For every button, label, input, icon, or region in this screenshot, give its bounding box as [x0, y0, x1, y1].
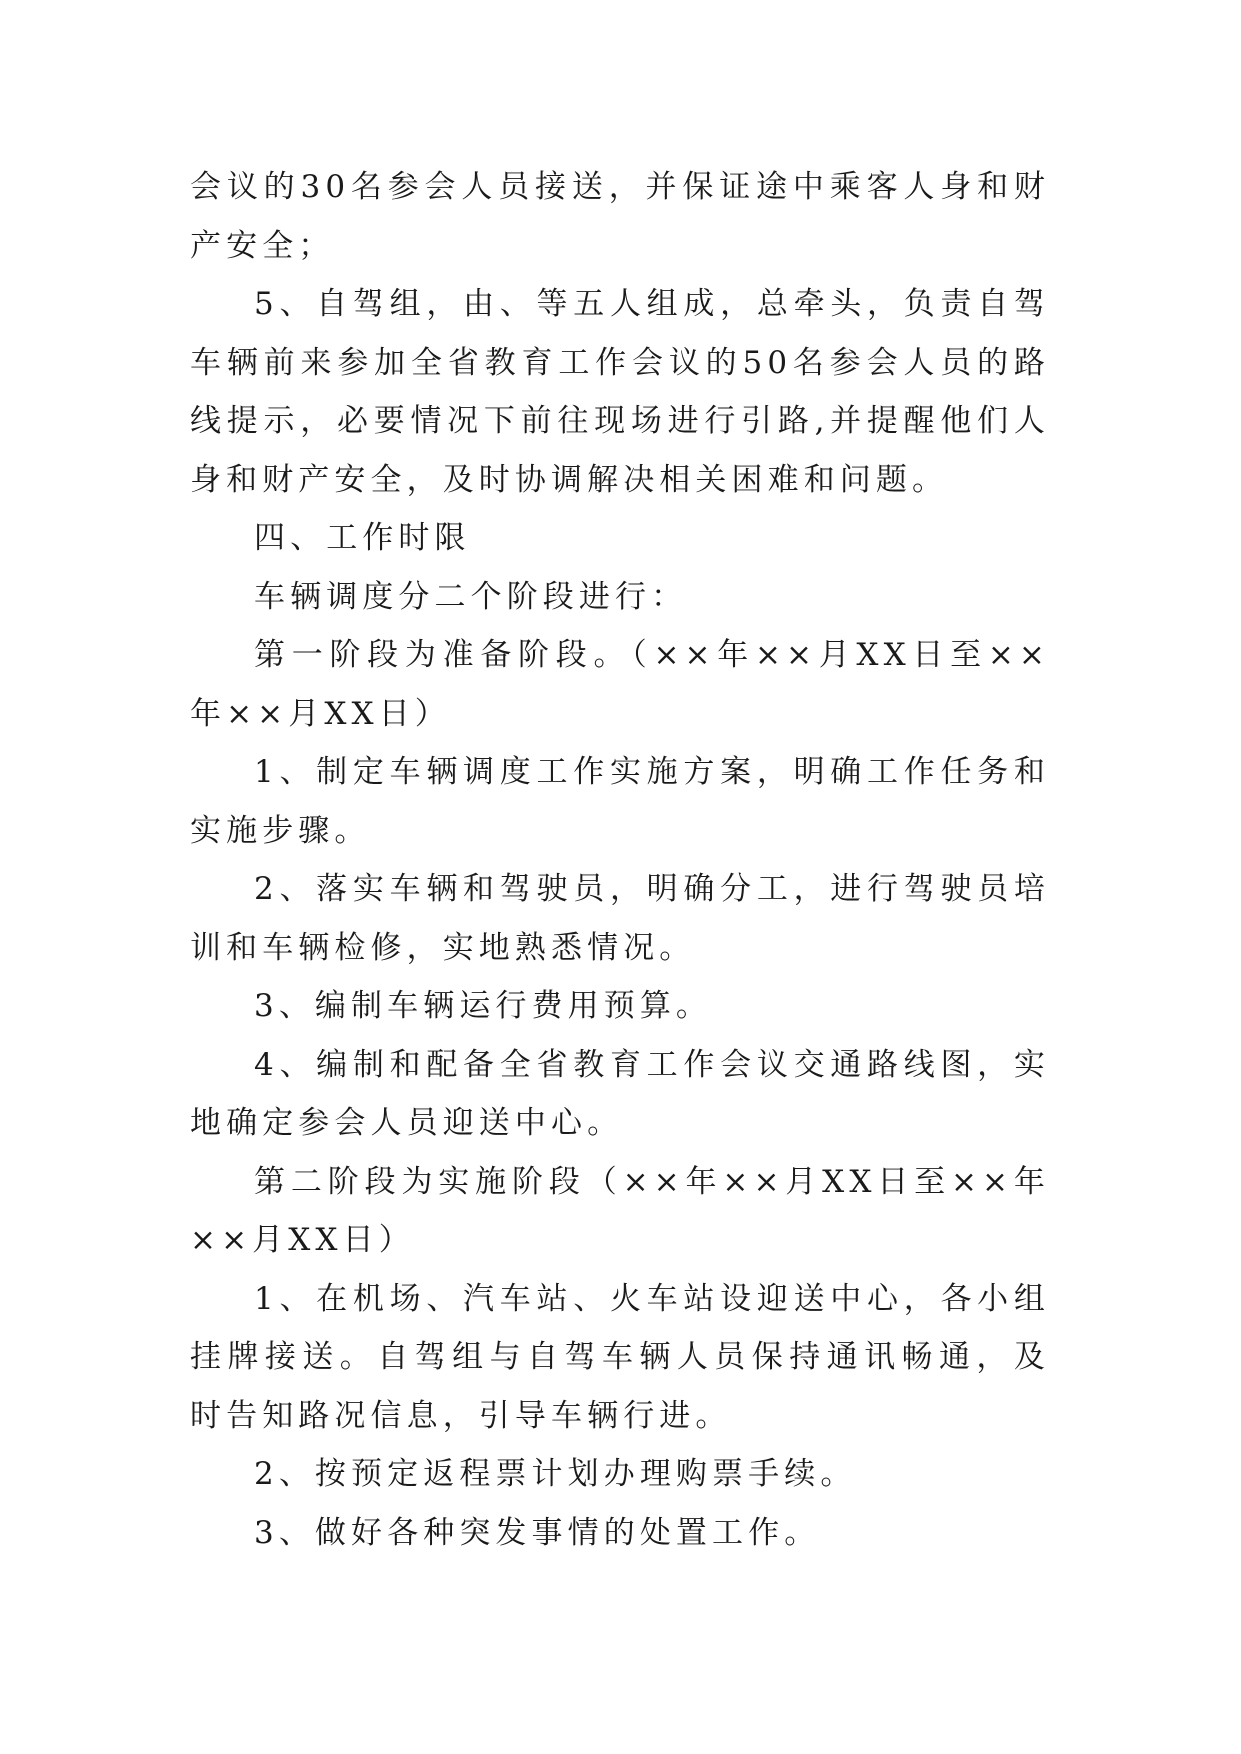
paragraph-stage-two-item-3: 3、做好各种突发事情的处置工作。 — [254, 1514, 821, 1551]
paragraph-stage-two-item-1: 1、在机场、汽车站、火车站设迎送中心，各小组挂牌接送。自驾组与自驾车辆人员保持通讯畅通，及时告知路况信息，引导车辆行进。 — [190, 1280, 1050, 1434]
paragraph-stage-one: 第一阶段为准备阶段。（××年××月XX日至××年××月XX日） — [190, 637, 1050, 732]
paragraph-stage-one-item-1: 1、制定车辆调度工作实施方案，明确工作任务和实施步骤。 — [190, 754, 1050, 849]
paragraph-stage-one-item-4: 4、编制和配备全省教育工作会议交通路线图，实地确定参会人员迎送中心。 — [190, 1046, 1050, 1141]
paragraph-stage-two: 第二阶段为实施阶段（××年××月XX日至××年××月XX日） — [190, 1163, 1050, 1258]
paragraph-stages-intro: 车辆调度分二个阶段进行： — [254, 578, 688, 615]
paragraph-stage-two-item-2: 2、按预定返程票计划办理购票手续。 — [254, 1456, 857, 1492]
section-heading-work-timeline: 四、工作时限 — [254, 520, 471, 556]
paragraph-continuation: 会议的30名参会人员接送，并保证途中乘客人身和财产安全； — [190, 169, 1050, 264]
paragraph-stage-one-item-3: 3、编制车辆运行费用预算。 — [254, 988, 713, 1024]
document-body — [190, 158, 1050, 1562]
paragraph-self-drive-group: 5、自驾组，由、等五人组成，总牵头，负责自驾车辆前来参加全省教育工作会议的50名参会人员的路线提示，必要情况下前往现场进行引路,并提醒他们人身和财产安全，及时协调解决相关困难和问题。 — [190, 286, 1050, 498]
paragraph-stage-one-item-2: 2、落实车辆和驾驶员，明确分工，进行驾驶员培训和车辆检修，实地熟悉情况。 — [190, 871, 1050, 966]
